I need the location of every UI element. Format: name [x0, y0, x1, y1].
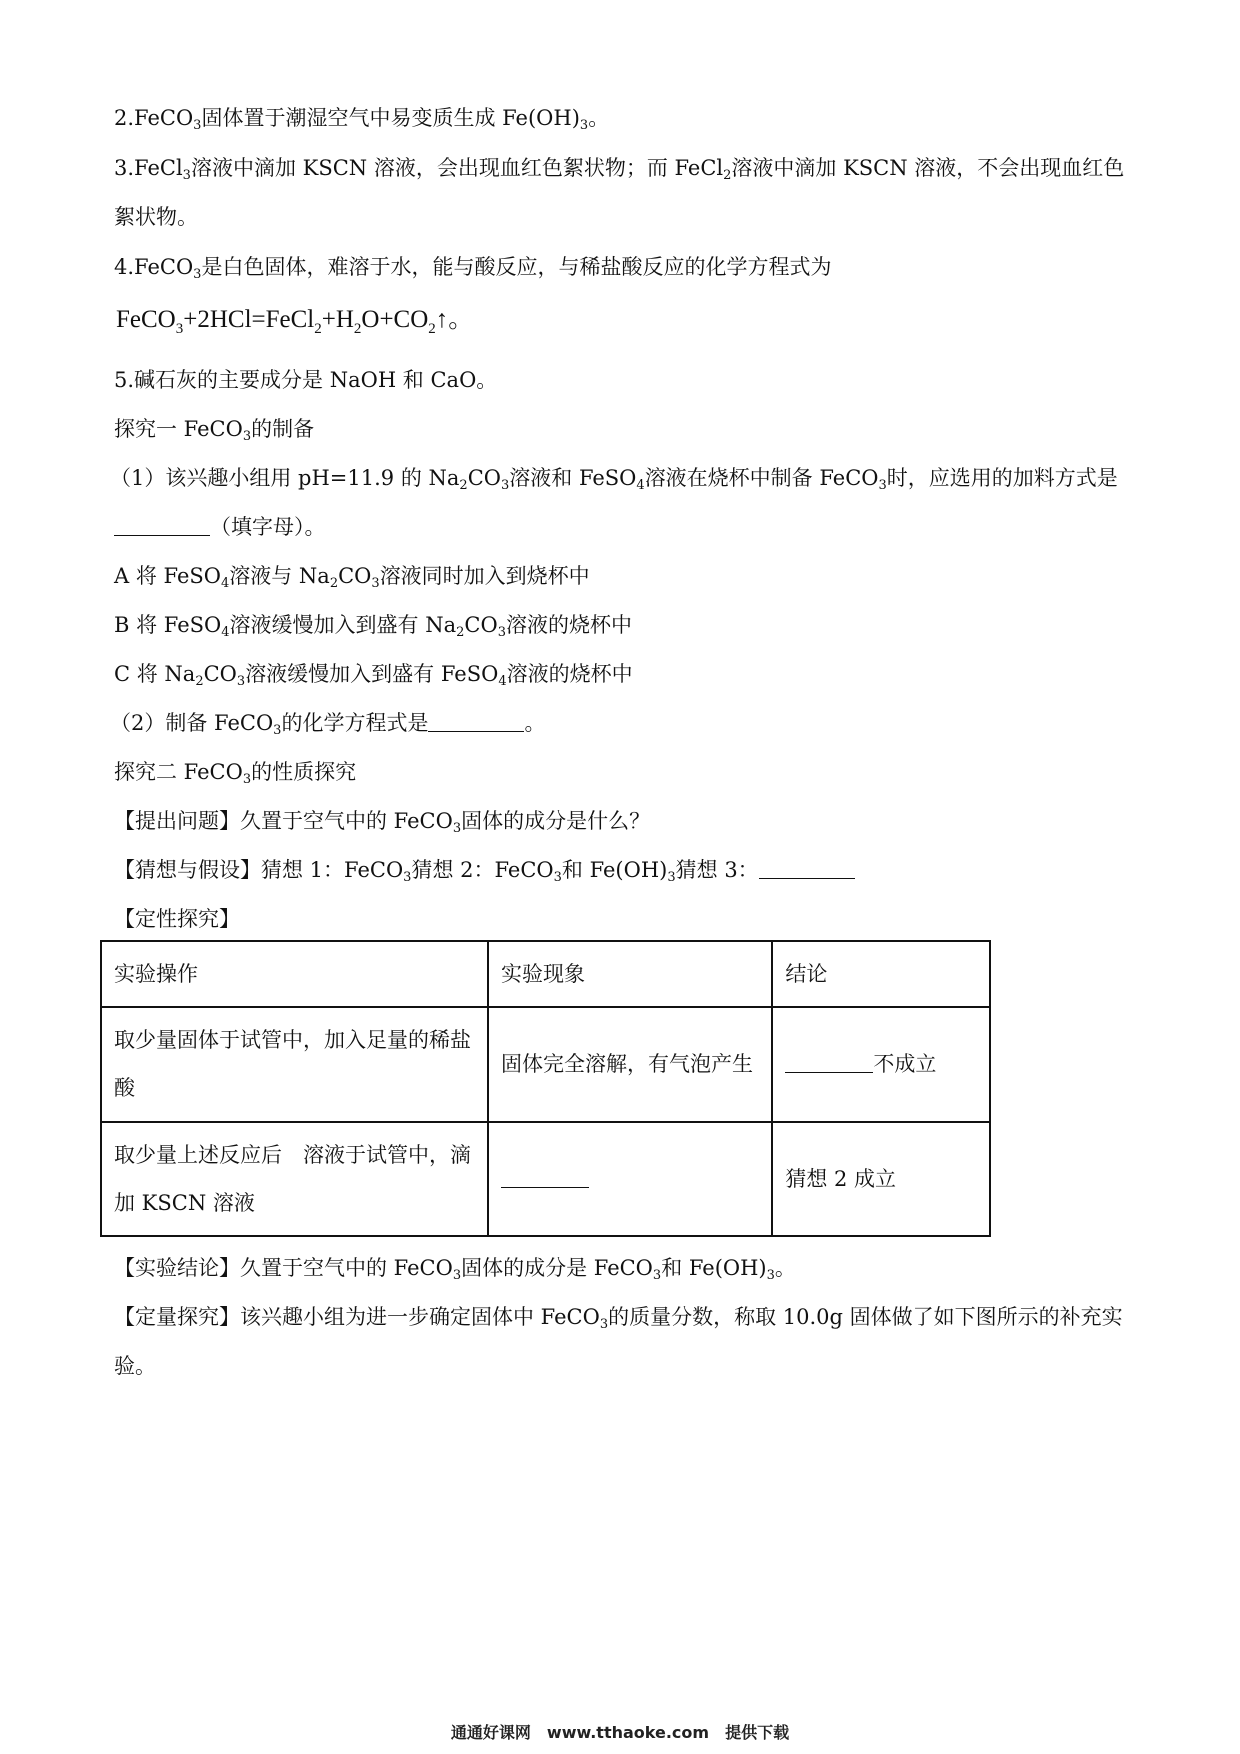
subscript: 3 — [236, 674, 246, 689]
text: 【定量探究】该兴趣小组为进一步确定固体中 FeCO — [114, 1305, 600, 1329]
text: （2）制备 FeCO — [110, 711, 274, 735]
text: 固体置于潮湿空气中易变质生成 Fe(OH) — [201, 106, 580, 130]
eq-part: ↑。 — [435, 306, 474, 333]
row1-phenomenon: 固体完全溶解，有气泡产生 — [488, 1007, 772, 1122]
subscript: 3 — [242, 772, 252, 787]
text: B 将 FeSO — [114, 613, 222, 637]
text: CO — [203, 662, 237, 686]
eq-part: O+CO — [361, 306, 429, 333]
subscript: 3 — [599, 1317, 609, 1332]
subscript: 4 — [220, 576, 230, 591]
text: 的制备 — [251, 417, 315, 441]
text: 猜想 3： — [675, 858, 759, 882]
eq-part: FeCO — [116, 306, 176, 333]
subscript: 3 — [452, 821, 462, 836]
question-1-line2 — [114, 512, 326, 542]
text: C 将 Na — [114, 662, 196, 686]
text: 。 — [524, 711, 546, 735]
text: 猜想 2：FeCO — [411, 858, 554, 882]
answer-blank[interactable] — [759, 856, 855, 879]
answer-blank[interactable] — [501, 1165, 589, 1188]
row2-phenomenon — [488, 1122, 772, 1237]
text: 溶液与 Na — [229, 564, 330, 588]
text: 酸 — [114, 1076, 135, 1101]
text: CO — [464, 613, 498, 637]
answer-blank[interactable] — [428, 709, 524, 732]
text: 探究一 FeCO — [114, 417, 243, 441]
subscript: 3 — [766, 1268, 775, 1283]
subscript: 2 — [195, 674, 204, 689]
experiment-table — [100, 940, 991, 1237]
subscript: 2 — [723, 168, 732, 183]
quantitative-line2 — [114, 1351, 156, 1381]
row2-operation — [101, 1122, 488, 1237]
raise-question — [114, 806, 650, 836]
item-3-line2 — [114, 202, 198, 232]
text: 固体的成分是 FeCO — [461, 1256, 653, 1280]
text: 不成立 — [873, 1052, 937, 1077]
quantitative — [114, 1302, 1123, 1332]
text: 溶液和 FeSO — [509, 466, 637, 490]
text: 溶液的烧杯中 — [506, 662, 633, 686]
text: 。 — [588, 106, 610, 130]
subscript: 3 — [193, 267, 202, 282]
text: 溶液在烧杯中制备 FeCO — [644, 466, 879, 490]
subscript: 3 — [403, 870, 412, 885]
table-row — [101, 1007, 990, 1122]
text: 絮状物。 — [114, 205, 198, 229]
item-5 — [114, 365, 497, 395]
experiment-conclusion — [114, 1253, 796, 1283]
text: 取少量固体于试管中，加入足量的稀盐 — [114, 1028, 471, 1053]
answer-blank[interactable] — [785, 1050, 873, 1073]
text: 取少量上述反应后 溶液于试管中，滴 — [114, 1142, 471, 1167]
text: 【提出问题】久置于空气中的 FeCO — [114, 809, 453, 833]
item-3-line1 — [114, 153, 1124, 183]
header-conclusion: 结论 — [772, 941, 990, 1007]
text: 5.碱石灰的主要成分是 NaOH 和 CaO。 — [114, 368, 498, 392]
text: A 将 FeSO — [114, 564, 221, 588]
subscript: 3 — [452, 1268, 462, 1283]
text: 的质量分数，称取 10.0g 固体做了如下图所示的补充实 — [608, 1305, 1123, 1329]
option-a — [114, 561, 590, 591]
footer-watermark: 通通好课网 www.tthaoke.com 提供下载 — [450, 1723, 790, 1742]
text: 和 Fe(OH) — [561, 858, 668, 882]
text: 的化学方程式是 — [281, 711, 429, 735]
subscript: 3 — [175, 321, 184, 337]
header-phenomenon: 实验现象 — [488, 941, 772, 1007]
subscript: 2 — [456, 625, 465, 640]
subscript: 3 — [242, 429, 252, 444]
text: 加 KSCN 溶液 — [114, 1190, 255, 1215]
subscript: 3 — [193, 118, 202, 133]
text: 【定性探究】 — [114, 907, 240, 931]
text: 溶液的烧杯中 — [505, 613, 632, 637]
text: 溶液缓慢加入到盛有 Na — [229, 613, 457, 637]
text: 【实验结论】久置于空气中的 FeCO — [114, 1256, 453, 1280]
text: 溶液中滴加 KSCN 溶液，不会出现血红色 — [731, 156, 1125, 180]
subscript: 4 — [221, 625, 230, 640]
item-2 — [114, 103, 609, 133]
text: 2.FeCO — [114, 106, 194, 130]
eq-part: +H — [321, 306, 354, 333]
text: 。 — [774, 1256, 796, 1280]
subscript: 4 — [636, 478, 645, 493]
subscript: 2 — [329, 576, 339, 591]
subscript: 2 — [428, 321, 436, 337]
header-operation: 实验操作 — [101, 941, 488, 1007]
text: 时，应选用的加料方式是 — [886, 466, 1118, 490]
text: 【猜想与假设】猜想 1：FeCO — [114, 858, 404, 882]
option-b — [114, 610, 632, 640]
row2-conclusion: 猜想 2 成立 — [772, 1122, 990, 1237]
eq-part: +2HCl=FeCl — [183, 306, 315, 333]
section2-title — [114, 757, 356, 787]
text: （1）该兴趣小组用 pH=11.9 的 Na — [110, 466, 460, 490]
subscript: 3 — [497, 625, 506, 640]
text: CO — [338, 564, 372, 588]
text: 固体的成分是什么？ — [461, 809, 651, 833]
item-4 — [114, 252, 831, 282]
subscript: 3 — [182, 168, 191, 183]
subscript: 2 — [353, 321, 362, 337]
question-1 — [110, 463, 1118, 493]
row1-conclusion — [772, 1007, 990, 1122]
text: CO — [467, 466, 501, 490]
text: 4.FeCO — [114, 255, 194, 279]
text: 是白色固体，难溶于水，能与酸反应，与稀盐酸反应的化学方程式为 — [201, 255, 832, 279]
row1-operation — [101, 1007, 488, 1122]
text: 的性质探究 — [251, 760, 357, 784]
subscript: 3 — [371, 576, 380, 591]
text: 探究二 FeCO — [114, 760, 243, 784]
text: 溶液同时加入到烧杯中 — [379, 564, 590, 588]
option-c — [114, 659, 633, 689]
hypotheses — [114, 855, 855, 885]
subscript: 3 — [553, 870, 562, 885]
text: 3.FeCl — [114, 156, 183, 180]
subscript: 2 — [314, 321, 322, 337]
text: 和 Fe(OH) — [661, 1256, 767, 1280]
subscript: 3 — [878, 478, 887, 493]
text: 溶液中滴加 KSCN 溶液，会出现血红色絮状物；而 FeCl — [190, 156, 724, 180]
text: 验。 — [114, 1354, 156, 1378]
text: （填字母）。 — [210, 515, 326, 539]
subscript: 4 — [498, 674, 507, 689]
question-2 — [110, 708, 545, 738]
subscript: 2 — [459, 478, 468, 493]
subscript: 3 — [273, 723, 282, 738]
table-header-row — [101, 941, 990, 1007]
answer-blank[interactable] — [114, 513, 210, 536]
subscript: 3 — [579, 118, 589, 133]
qualitative-heading — [114, 904, 240, 934]
text: 溶液缓慢加入到盛有 FeSO — [245, 662, 499, 686]
subscript: 3 — [652, 1268, 662, 1283]
table-row — [101, 1122, 990, 1237]
section1-title — [114, 414, 314, 444]
subscript: 3 — [667, 870, 676, 885]
chemical-equation — [116, 305, 473, 335]
subscript: 3 — [500, 478, 510, 493]
